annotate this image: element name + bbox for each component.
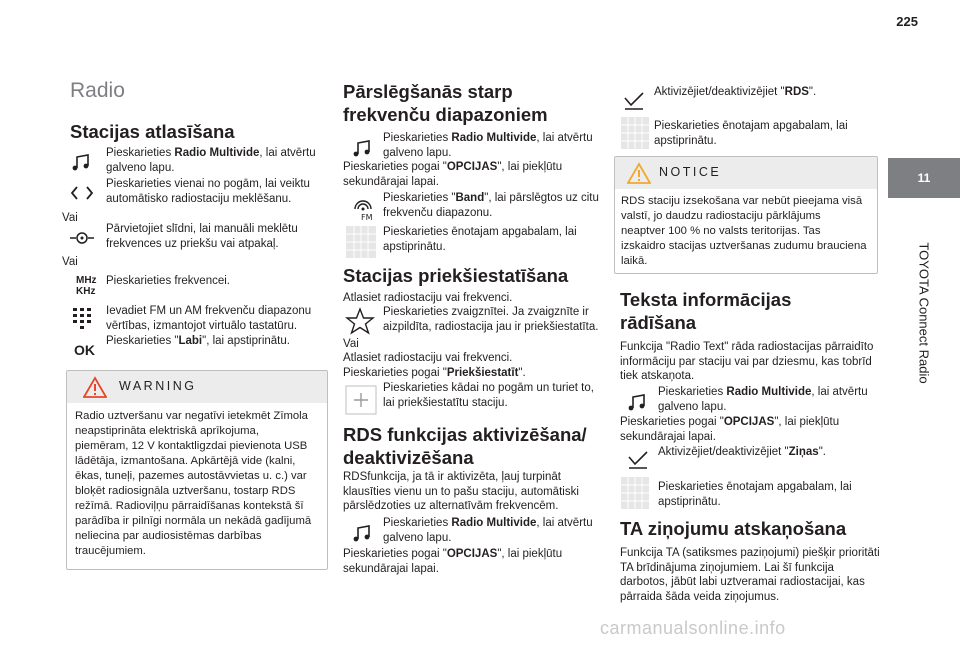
slider-target-icon <box>70 228 94 248</box>
svg-text:FM: FM <box>361 213 373 221</box>
step-manual-search: Pārvietojiet slīdni, lai manuāli meklētu frekvences uz priekšu vai atpakaļ. <box>106 223 298 250</box>
plus-box-icon <box>345 385 377 415</box>
preset-hold: Pieskarieties kādai no pogām un turiet to, lai priekšiestatītu staciju. <box>383 382 594 409</box>
music-note-icon <box>70 153 94 173</box>
news-toggle: Aktivizējiet/deaktivizējiet "Ziņas". <box>658 446 826 458</box>
or-label: Vai <box>62 212 78 224</box>
preset-star: Pieskarieties zvaigznītei. Ja zvaigznīte ir aizpildīta, radiostacija jau ir priekšiestatīta. <box>383 306 599 333</box>
rds-confirm: Pieskarieties ēnotajam apgabalam, lai apstiprinātu. <box>654 120 848 147</box>
radio-text-options: Pieskarieties pogai "OPCIJAS", lai piekļūtu sekundārajai lapai. <box>620 416 840 443</box>
heading-presets: Stacijas priekšiestatīšana <box>343 265 569 286</box>
notice-triangle-icon <box>627 162 651 184</box>
music-note-icon <box>351 139 375 159</box>
notice-box <box>614 156 878 274</box>
chevrons-left-right-icon <box>70 183 94 203</box>
or-label-3: Vai <box>343 338 359 350</box>
radio-text-description: Funkcija "Radio Text" rāda radiostacijas pārraidīto informāciju par staciju vai par dziesmu, kas tobrīd tiek atskaņota. <box>620 341 874 383</box>
band-step-confirm: Pieskarieties ēnotajam apgabalam, lai apstiprinātu. <box>383 226 577 253</box>
preset-select: Atlasiet radiostaciju vai frekvenci. <box>343 292 513 304</box>
step-confirm: Pieskarieties "Labi", lai apstiprinātu. <box>106 335 290 347</box>
notice-title: NOTICE <box>659 165 722 179</box>
band-step-options: Pieskarieties pogai "OPCIJAS", lai piekļūtu sekundārajai lapai. <box>343 161 563 188</box>
checkbox-check-icon <box>626 451 650 471</box>
heading-station-selection: Stacijas atlasīšana <box>70 121 235 142</box>
step-enter-values: Ievadiet FM un AM frekvenču diapazonu vērtības, izmantojot virtuālo tastatūru. <box>106 305 312 332</box>
ta-description: Funkcija TA (satiksmes paziņojumi) piešķir prioritāti TA brīdinājuma ziņojumiem. Lai šī funkcija darbotos, jābūt labi uztveramai radiostacijai, kas pārraida šāda veida ziņojumus. <box>620 547 880 603</box>
mhz-khz-icon: MHz KHz <box>76 275 97 297</box>
section-title: Radio <box>70 79 125 102</box>
warning-title: WARNING <box>119 379 197 393</box>
warning-triangle-icon <box>83 376 107 398</box>
news-confirm: Pieskarieties ēnotajam apgabalam, lai apstiprinātu. <box>658 481 852 508</box>
step-open-main: Pieskarieties Radio Multivide, lai atvērtu galveno lapu. <box>106 147 316 174</box>
checkbox-check-icon <box>622 92 646 112</box>
warning-text: Radio uztveršanu var negatīvi ietekmēt Zīmola neapstiprināta elektriskā aprīkojuma, piemēram, 12 V kontaktligzdai pievienota USB lādētāja, izmantošana. Apkārtējā vide (kalni, ēkas, tuneļi, pazemes autostāvvietas u. c.) var bloķēt radiosignāla uztveršanu, tostarp RDS režīmā. Radioviļņu pārraidīšanas kontekstā šī parādība ir pilnīgi normāla un nekādā gadījumā neliecina par audiosistēmas darbības traucējumiem. <box>75 410 312 557</box>
preset-select-2: Atlasiet radiostaciju vai frekvenci. <box>343 352 513 364</box>
heading-ta: TA ziņojumu atskaņošana <box>620 518 847 539</box>
ok-icon: OK <box>74 342 95 358</box>
rds-step-open-main: Pieskarieties Radio Multivide, lai atvērtu galveno lapu. <box>383 517 593 544</box>
music-note-icon <box>626 393 650 413</box>
chapter-title: TOYOTA Connect Radio <box>916 242 932 384</box>
heading-band-switch: Pārslēgšanās starp frekvenču diapazoniem <box>343 81 548 125</box>
heading-radio-text: Teksta informācijas rādīšana <box>620 289 792 333</box>
or-label-2: Vai <box>62 256 78 268</box>
rds-description: RDSfunkcija, ja tā ir aktivizēta, ļauj turpināt klausīties vienu un to pašu staciju, automātiski pārslēdzoties uz alternatīvām frekvencēm. <box>343 471 579 513</box>
notice-header <box>615 157 877 189</box>
notice-text: RDS staciju izsekošana var nebūt pieejama visā valstī, jo daudzu radiostaciju pārklājums neaptver 100 % no valsts teritorijas. Tas izskaidro stacijas uztveršanas zudumu brauciena laikā. <box>621 195 867 267</box>
music-note-icon <box>351 524 375 544</box>
warning-box <box>66 370 328 570</box>
chapter-tab: 11 <box>888 158 960 198</box>
step-auto-search: Pieskarieties vienai no pogām, lai veiktu automātisko radiostaciju meklēšanu. <box>106 178 310 205</box>
star-icon <box>345 307 375 335</box>
radio-text-open-main: Pieskarieties Radio Multivide, lai atvērtu galveno lapu. <box>658 386 868 413</box>
rds-step-options: Pieskarieties pogai "OPCIJAS", lai piekļūtu sekundārajai lapai. <box>343 548 563 575</box>
heading-rds: RDS funkcijas aktivizēšana/ deaktivizēšana <box>343 424 587 468</box>
shaded-area-icon <box>620 476 650 510</box>
watermark: carmanualsonline.info <box>600 618 786 638</box>
fm-band-icon <box>351 197 375 221</box>
band-step-open-main: Pieskarieties Radio Multivide, lai atvērtu galveno lapu. <box>383 132 593 159</box>
shaded-area-icon <box>345 225 377 259</box>
page-number: 225 <box>896 14 918 29</box>
rds-toggle: Aktivizējiet/deaktivizējiet "RDS". <box>654 86 817 98</box>
shaded-area-icon <box>620 116 650 150</box>
band-step-band: Pieskarieties "Band", lai pārslēgtos uz citu frekvenču diapazonu. <box>383 192 599 219</box>
preset-button: Pieskarieties pogai "Priekšiestatīt". <box>343 367 526 379</box>
keypad-icon <box>70 306 94 330</box>
step-touch-frequency: Pieskarieties frekvencei. <box>106 275 230 287</box>
